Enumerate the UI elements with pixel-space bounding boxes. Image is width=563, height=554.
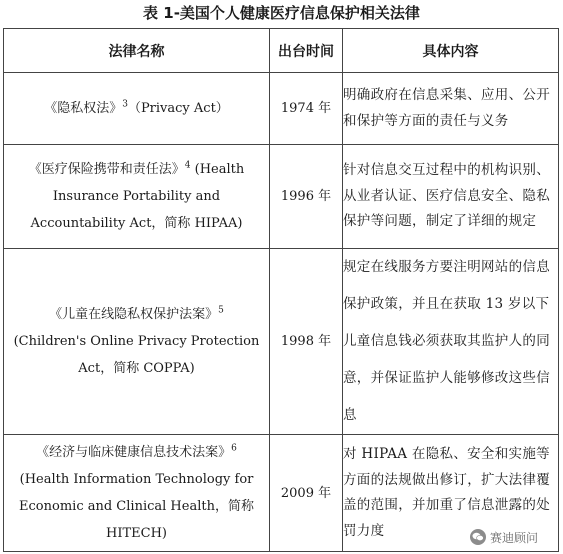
content-cell: 针对信息交互过程中的机构识别、从业者认证、医疗信息安全、隐私保护等问题，制定了详细的规定 bbox=[343, 145, 559, 249]
law-name-english: Insurance Portability and bbox=[52, 189, 221, 204]
header-content: 具体内容 bbox=[343, 29, 559, 73]
year-cell: 1998 年 bbox=[270, 249, 343, 435]
content-cell bbox=[343, 249, 559, 435]
law-name-english: Act，简称 COPPA) bbox=[78, 361, 195, 376]
law-name: 《隐私权法》 bbox=[44, 101, 123, 116]
law-name-english: (Health Information Technology for bbox=[19, 472, 254, 487]
law-name-cell bbox=[4, 73, 270, 145]
law-name: 《医疗保险携带和责任法》 bbox=[28, 162, 185, 177]
law-name-cell bbox=[4, 435, 270, 552]
content-cell: 对 HIPAA 在隐私、安全和实施等方面的法规做出修订，扩大法律覆盖的范围，并加重了信息泄露的处罚力度 bbox=[343, 435, 559, 552]
table-title: 表 1-美国个人健康医疗信息保护相关法律 bbox=[143, 4, 420, 22]
header-year: 出台时间 bbox=[270, 29, 343, 73]
reference-number: 5 bbox=[218, 305, 224, 316]
law-table bbox=[3, 28, 559, 552]
year-cell: 2009 年 bbox=[270, 435, 343, 552]
law-name-english: (Children's Online Privacy Protection bbox=[13, 334, 260, 349]
law-name: 《经济与临床健康信息技术法案》 bbox=[36, 445, 232, 460]
reference-number: 4 bbox=[184, 160, 191, 171]
watermark-text: 赛迪顾问 bbox=[489, 530, 538, 545]
watermark bbox=[467, 526, 541, 548]
header-law-name: 法律名称 bbox=[4, 29, 270, 73]
law-name-english: Economic and Clinical Health，简称 bbox=[19, 499, 254, 514]
law-name-cell bbox=[4, 249, 270, 435]
content-text: 规定在线服务方要注明网站的信息保护政策，并且在获取 13 岁以下儿童信息钱必须获取其监护人的同意，并保证监护人能够修改这些信息 bbox=[343, 259, 550, 423]
law-name-english: (Health bbox=[194, 162, 245, 177]
reference-number: 3 bbox=[122, 99, 128, 110]
content-cell: 明确政府在信息采集、应用、公开和保护等方面的责任与义务 bbox=[343, 73, 559, 145]
law-name-english: Accountability Act，简称 HIPAA) bbox=[30, 216, 243, 231]
table-row bbox=[4, 249, 559, 435]
header-row bbox=[4, 29, 559, 73]
year-cell: 1996 年 bbox=[270, 145, 343, 249]
wechat-logo-icon bbox=[470, 529, 486, 545]
table-row bbox=[4, 73, 559, 145]
reference-number: 6 bbox=[231, 443, 237, 454]
law-name-cell bbox=[4, 145, 270, 249]
law-name-english: （Privacy Act） bbox=[127, 101, 229, 116]
law-name-english: HITECH) bbox=[106, 526, 167, 541]
year-cell: 1974 年 bbox=[270, 73, 343, 145]
table-row bbox=[4, 145, 559, 249]
law-name: 《儿童在线隐私权保护法案》 bbox=[49, 307, 219, 322]
